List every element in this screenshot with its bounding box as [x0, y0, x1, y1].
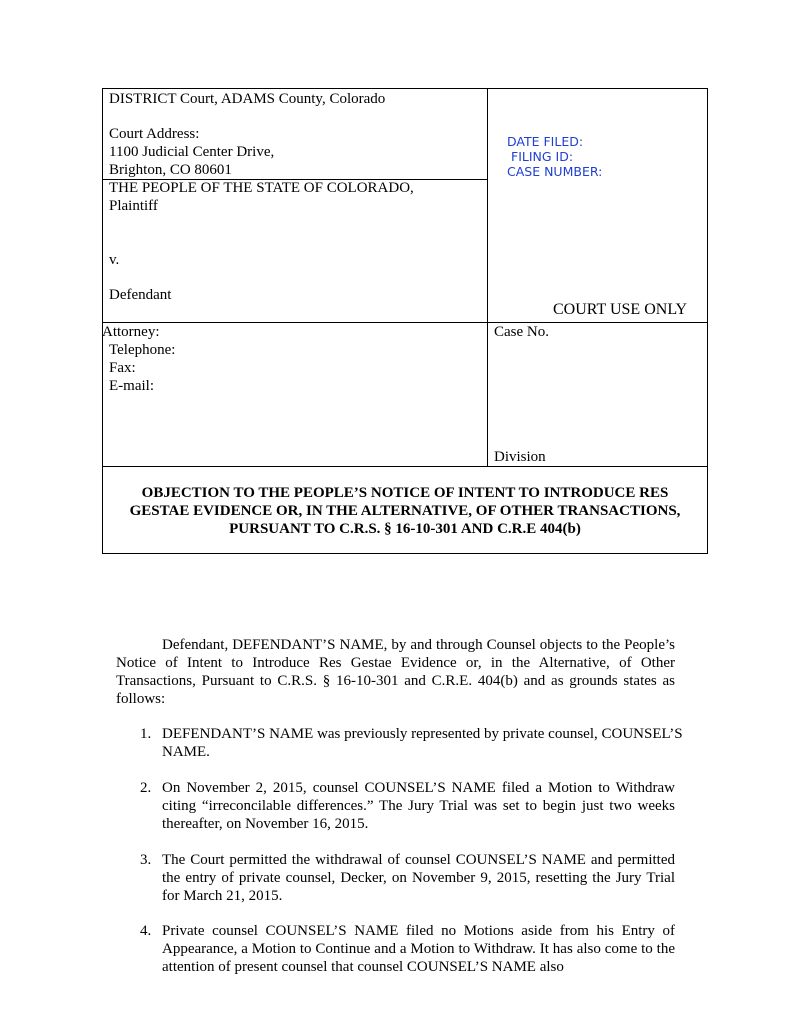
- caption-divider-3: [103, 466, 707, 467]
- document-title: [103, 484, 707, 538]
- court-use-only: COURT USE ONLY: [553, 301, 688, 318]
- list-item-text: Private counsel COUNSEL’S NAME filed no Motions aside from his Entry of Appearance, a Motion to Continue and a Motion to Withdraw. It has also come to the attention of present counsel that counsel COUNSEL’S NAME also: [162, 923, 675, 975]
- court-address-label: Court Address:: [109, 126, 200, 142]
- telephone-label: Telephone:: [109, 342, 176, 358]
- case-caption-table: [102, 88, 708, 554]
- defendant-role: Defendant: [109, 287, 172, 303]
- court-address-city: Brighton, CO 80601: [109, 162, 232, 178]
- caption-divider-2: [103, 322, 707, 323]
- plaintiff-role: Plaintiff: [109, 198, 158, 214]
- versus: v.: [109, 252, 120, 268]
- court-address-street: 1100 Judicial Center Drive,: [109, 144, 275, 160]
- list-item-number: 4.: [140, 923, 152, 939]
- list-item-number: 3.: [140, 852, 152, 868]
- case-number-label: Case No.: [494, 324, 549, 340]
- list-item-number: 2.: [140, 780, 152, 796]
- division-label: Division: [494, 449, 546, 465]
- stamp-case-number: CASE NUMBER:: [507, 164, 603, 179]
- title-line: PURSUANT TO C.R.S. § 16-10-301 AND C.R.E 404(b): [229, 521, 581, 537]
- stamp-filing-id: FILING ID:: [511, 149, 574, 164]
- list-item-text: On November 2, 2015, counsel COUNSEL’S NAME filed a Motion to Withdraw citing “irreconcilable differences.” The Jury Trial was set to begin just two weeks thereafter, on November 16, 2015.: [162, 780, 675, 832]
- list-item-number: 1.: [140, 726, 152, 742]
- court-name: DISTRICT Court, ADAMS County, Colorado: [109, 91, 386, 107]
- title-line: GESTAE EVIDENCE OR, IN THE ALTERNATIVE, OF OTHER TRANSACTIONS,: [129, 503, 681, 519]
- email-label: E-mail:: [109, 378, 154, 394]
- attorney-label: Attorney:: [102, 324, 160, 340]
- list-item-text: DEFENDANT’S NAME was previously represented by private counsel, COUNSEL’S NAME.: [162, 726, 683, 760]
- fax-label: Fax:: [109, 360, 136, 376]
- caption-divider-vertical: [487, 89, 488, 466]
- title-line: OBJECTION TO THE PEOPLE’S NOTICE OF INTENT TO INTRODUCE RES: [141, 485, 669, 501]
- plaintiff-name: THE PEOPLE OF THE STATE OF COLORADO,: [109, 180, 414, 196]
- stamp-date-filed: DATE FILED:: [507, 134, 584, 149]
- list-item-text: The Court permitted the withdrawal of counsel COUNSEL’S NAME and permitted the entry of private counsel, Decker, on November 9, 2015, resetting the Jury Trial for March 21, 2015.: [162, 852, 675, 904]
- intro-paragraph: Defendant, DEFENDANT’S NAME, by and through Counsel objects to the People’s Notice of Intent to Introduce Res Gestae Evidence or, in the Alternative, of Other Transactions, Pursuant to C.R.S. § 16-10-301 and C.R.E. 404(b) and as grounds states as follows:: [116, 637, 675, 707]
